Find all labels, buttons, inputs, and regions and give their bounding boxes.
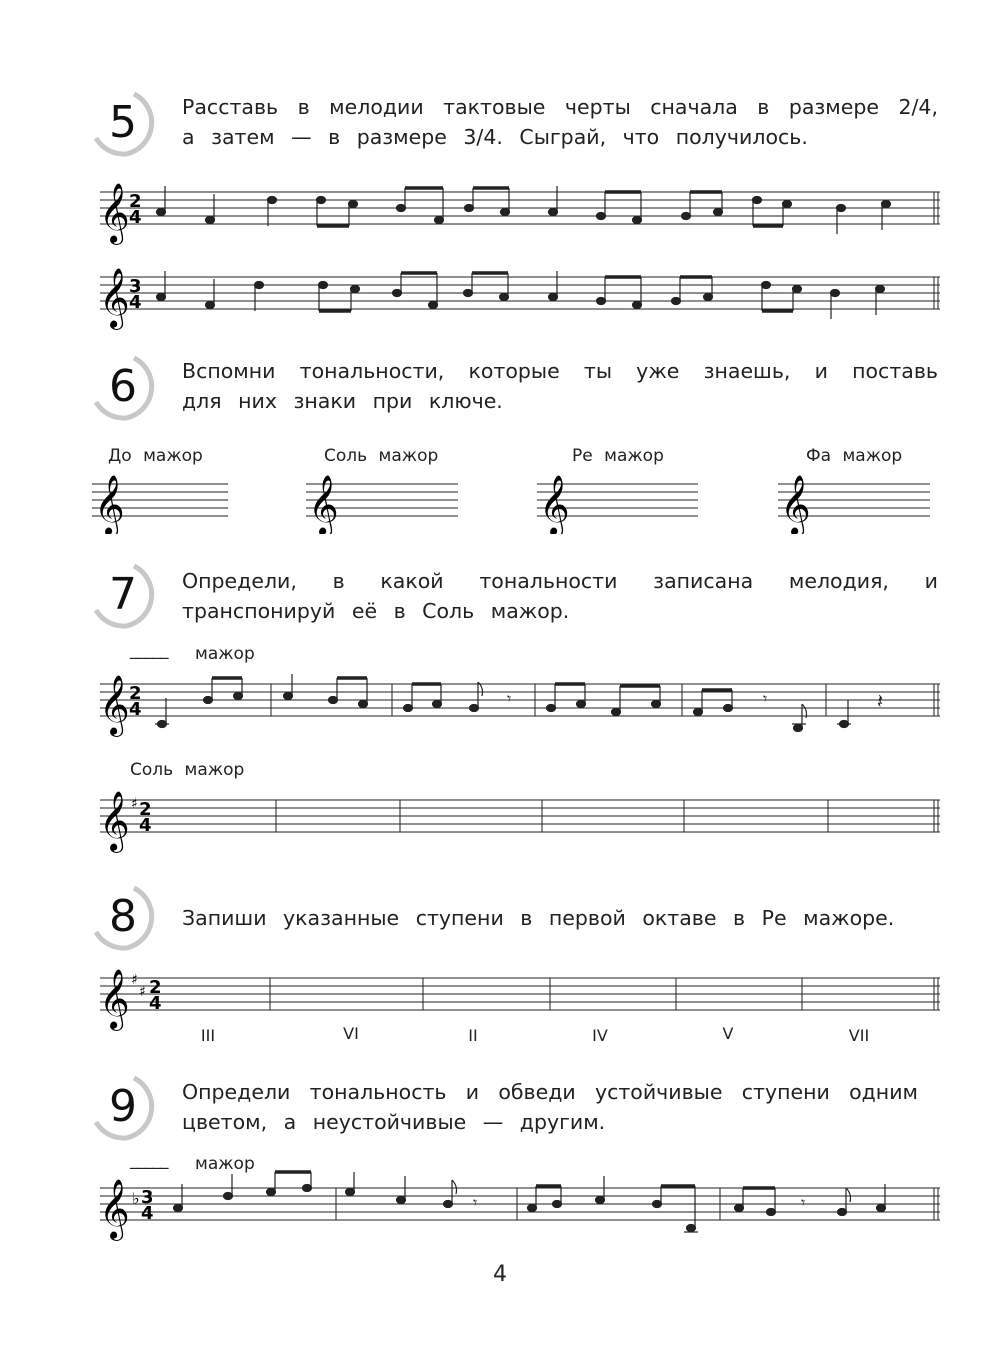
music-staff	[95, 660, 945, 740]
music-staff	[95, 253, 945, 333]
treble-clef-icon: 𝄞	[99, 1179, 130, 1239]
note	[735, 1205, 744, 1212]
music-staff	[778, 464, 933, 534]
note	[433, 701, 442, 708]
note	[500, 294, 509, 301]
note	[464, 290, 473, 297]
key-label: мажор	[195, 644, 255, 664]
note	[351, 286, 360, 293]
time-signature-bottom: 4	[149, 993, 162, 1014]
flat-icon: ♭	[132, 1189, 140, 1208]
note	[393, 290, 402, 297]
note	[783, 201, 792, 208]
note	[714, 209, 723, 216]
note	[435, 217, 444, 224]
note	[672, 298, 681, 305]
task-number: 7	[109, 569, 137, 620]
treble-clef-icon: 𝄞	[308, 475, 339, 534]
treble-clef-icon: 𝄞	[94, 475, 125, 534]
sharp-icon: ♯	[131, 972, 138, 988]
treble-clef-icon: 𝄞	[99, 791, 130, 851]
key-blank[interactable]: _____	[130, 640, 168, 660]
note	[397, 1197, 406, 1204]
key-label: До мажор	[108, 446, 203, 466]
note	[653, 1201, 662, 1208]
task-number: 6	[109, 361, 137, 412]
note	[234, 693, 243, 700]
note	[268, 197, 277, 204]
eighth-rest-icon: 𝄾	[801, 1193, 806, 1212]
music-staff	[306, 464, 461, 534]
time-signature-bottom: 4	[141, 1203, 154, 1224]
degree-label: III	[200, 1026, 216, 1045]
task-number: 5	[109, 97, 137, 148]
music-staff	[92, 464, 232, 534]
degree-label: II	[468, 1026, 478, 1045]
note	[204, 697, 213, 704]
time-signature-top: 2	[149, 977, 162, 998]
note	[652, 701, 661, 708]
key-label: Фа мажор	[806, 446, 903, 466]
treble-clef-icon: 𝄞	[539, 475, 570, 534]
note	[753, 197, 762, 204]
note	[303, 1185, 312, 1192]
task-instruction: Расставь в мелодии тактовые черты сначала в размере 2/4, а затем — в размере 3/4. Сыграй, что получилось.	[182, 95, 938, 149]
sharp-icon: ♯	[131, 796, 138, 812]
note	[157, 209, 166, 216]
time-signature-bottom: 4	[129, 292, 142, 313]
time-signature-bottom: 4	[129, 699, 142, 720]
note	[767, 1209, 776, 1216]
note	[837, 205, 846, 212]
note	[444, 1201, 453, 1208]
note	[465, 205, 474, 212]
task-number: 8	[109, 891, 137, 942]
task-number-badge	[90, 352, 160, 422]
note	[346, 1189, 355, 1196]
note	[174, 1205, 183, 1212]
treble-clef-icon: 𝄞	[780, 475, 811, 534]
note	[597, 213, 606, 220]
note	[633, 217, 642, 224]
eighth-rest-icon: 𝄾	[473, 1193, 478, 1212]
note	[528, 1205, 537, 1212]
music-staff	[537, 464, 702, 534]
note	[882, 201, 891, 208]
note	[596, 1197, 605, 1204]
page-number: 4	[493, 1262, 507, 1287]
note	[612, 709, 621, 716]
note	[840, 721, 849, 728]
note	[329, 697, 338, 704]
note	[876, 286, 885, 293]
note	[501, 209, 510, 216]
key-blank[interactable]: _____	[130, 1150, 168, 1170]
time-signature-bottom: 4	[129, 207, 142, 228]
note	[831, 290, 840, 297]
time-signature-top: 3	[129, 276, 142, 297]
task-instruction: Вспомни тональности, которые ты уже знаешь, и поставь для них знаки при ключе.	[182, 359, 938, 413]
task-number-badge	[90, 1072, 160, 1142]
key-label: Соль мажор	[324, 446, 439, 466]
degree-label: V	[722, 1024, 734, 1043]
eighth-rest-icon: 𝄾	[507, 689, 512, 708]
note	[549, 209, 558, 216]
note	[429, 302, 438, 309]
eighth-rest-icon: 𝄾	[763, 689, 768, 708]
note	[704, 294, 713, 301]
note	[549, 294, 558, 301]
music-staff[interactable]	[95, 778, 945, 858]
note	[206, 217, 215, 224]
note	[349, 201, 358, 208]
note	[553, 1201, 562, 1208]
treble-clef-icon: 𝄞	[99, 183, 130, 243]
note	[682, 213, 691, 220]
time-signature-bottom: 4	[139, 815, 152, 836]
note	[838, 1209, 847, 1216]
note	[158, 721, 167, 728]
degree-label: VII	[848, 1026, 870, 1045]
task-instruction: Определи тональность и обведи устойчивые ступени одним цветом, а неустойчивые — другим.	[182, 1080, 918, 1134]
note	[633, 302, 642, 309]
note	[793, 286, 802, 293]
note	[359, 701, 368, 708]
sharp-icon: ♯	[139, 984, 146, 1000]
note	[267, 1189, 276, 1196]
quarter-rest-icon: 𝄽	[877, 689, 884, 713]
note	[284, 693, 293, 700]
note	[319, 282, 328, 289]
note	[547, 705, 556, 712]
task-number-badge	[90, 88, 160, 158]
note	[724, 705, 733, 712]
treble-clef-icon: 𝄞	[99, 268, 130, 328]
task-number: 9	[109, 1081, 137, 1132]
music-staff	[95, 168, 945, 248]
note	[877, 1205, 886, 1212]
note	[224, 1193, 233, 1200]
key-label: мажор	[195, 1154, 255, 1174]
note	[687, 1225, 696, 1232]
task-number-badge	[90, 560, 160, 630]
music-staff[interactable]	[95, 956, 945, 1036]
note	[577, 701, 586, 708]
treble-clef-icon: 𝄞	[99, 675, 130, 735]
note	[255, 282, 264, 289]
music-staff	[95, 1168, 945, 1248]
note	[470, 705, 479, 712]
note	[397, 205, 406, 212]
time-signature-top: 2	[129, 683, 142, 704]
key-label: Соль мажор	[130, 760, 245, 780]
note	[206, 302, 215, 309]
task-number-badge	[90, 882, 160, 952]
task-instruction: Определи, в какой тональности записана мелодия, и транспонируй её в Соль мажор.	[182, 569, 938, 623]
degree-label: VI	[343, 1024, 359, 1043]
time-signature-top: 2	[139, 799, 152, 820]
note	[794, 725, 803, 732]
time-signature-top: 3	[141, 1187, 154, 1208]
note	[404, 705, 413, 712]
treble-clef-icon: 𝄞	[99, 969, 130, 1029]
note	[762, 282, 771, 289]
task-instruction: Запиши указанные ступени в первой октаве в Ре мажоре.	[182, 906, 895, 930]
note	[317, 197, 326, 204]
note	[157, 294, 166, 301]
time-signature-top: 2	[129, 191, 142, 212]
degree-label: IV	[592, 1026, 608, 1045]
note	[597, 298, 606, 305]
key-label: Ре мажор	[572, 446, 664, 466]
note	[694, 709, 703, 716]
